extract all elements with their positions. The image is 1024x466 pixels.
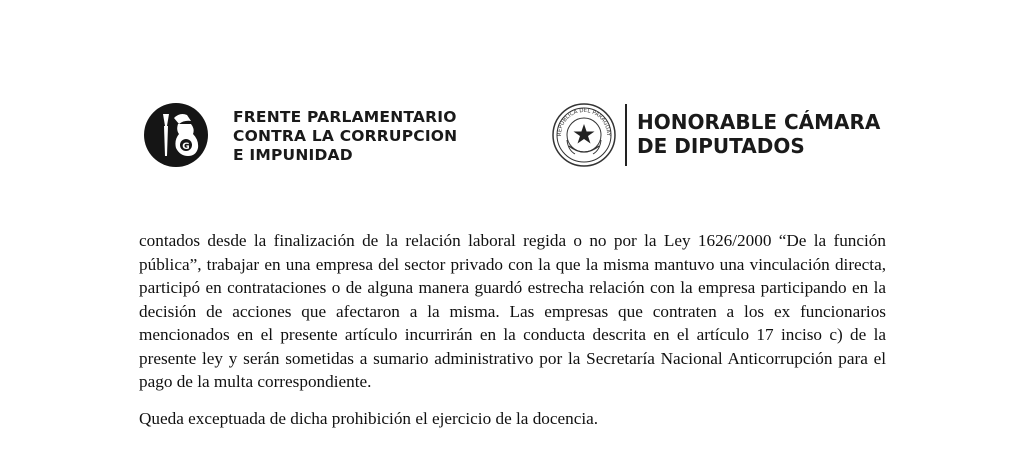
org-right-line-1: HONORABLE CÁMARA bbox=[637, 110, 881, 134]
document-body bbox=[139, 229, 886, 430]
org-left-line-1: FRENTE PARLAMENTARIO bbox=[233, 108, 457, 126]
org-left-line-3: E IMPUNIDAD bbox=[233, 146, 353, 164]
body-paragraph-1: contados desde la finalización de la relación laboral regida o no por la Ley 1626/2000 “De la función pública”, trabajar en una empresa del sector privado con la que la misma mantuvo una vinculación directa, participó en contrataciones o de alguna manera guardó estrecha relación con la empresa participando en la decisión de acciones que afectaron a la misma. Las empresas que contraten a los ex funcionarios mencionados en el presente artículo incurrirán en la conducta descrita en el artículo 17 inciso c) de la presente ley y serán sometidas a sumario administrativo por la Secretaría Nacional Anticorrupción para el pago de la multa correspondiente. bbox=[139, 231, 886, 391]
national-seal-icon bbox=[551, 102, 617, 168]
page-header bbox=[0, 96, 1024, 176]
org-right-line-2: DE DIPUTADOS bbox=[637, 134, 805, 158]
frente-parlamentario-logo-icon bbox=[143, 102, 209, 168]
header-divider bbox=[625, 104, 627, 166]
body-paragraph-2: Queda exceptuada de dicha prohibición el ejercicio de la docencia. bbox=[139, 408, 599, 428]
seal-text: REPUBLICA DEL PARAGUAY bbox=[556, 107, 612, 137]
org-left-line-2: CONTRA LA CORRUPCION bbox=[233, 127, 458, 145]
svg-text:G: G bbox=[182, 142, 190, 152]
camara-diputados-name bbox=[637, 110, 880, 158]
frente-parlamentario-name bbox=[233, 108, 457, 165]
